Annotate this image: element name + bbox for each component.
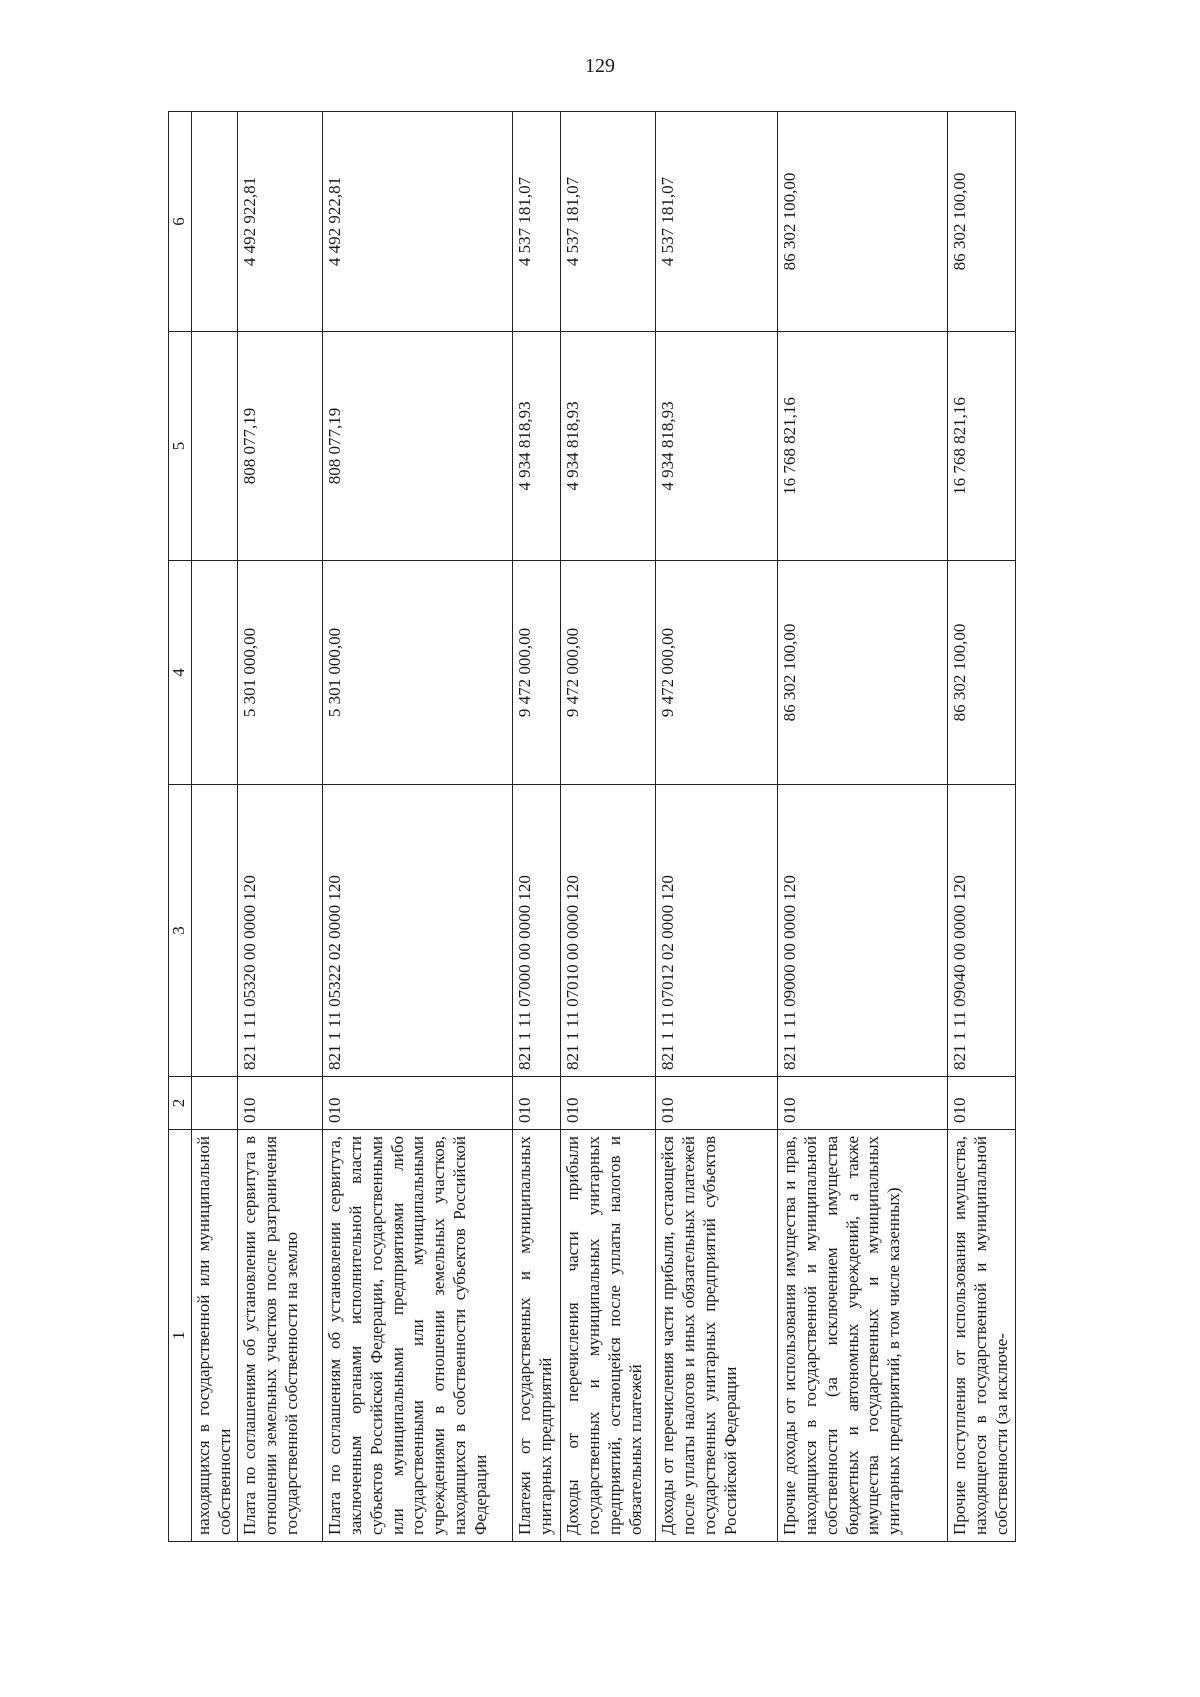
row-plan-value: 86 302 100,00 xyxy=(778,561,948,785)
table-row xyxy=(561,112,656,1542)
row-line-code: 010 xyxy=(513,1077,561,1130)
table-row xyxy=(238,112,323,1542)
row-remainder-value: 4 537 181,07 xyxy=(656,112,778,332)
column-header: 4 xyxy=(169,561,192,785)
row-remainder-value: 86 302 100,00 xyxy=(778,112,948,332)
row-fact-value: 16 768 821,16 xyxy=(778,332,948,561)
row-remainder-value: 4 492 922,81 xyxy=(323,112,513,332)
row-description: находящихся в государственной или муниципальной собственности xyxy=(192,1130,238,1542)
row-description: Прочие поступления от использования имущества, находящегося в государственной и муниципальной собственности (за исключе- xyxy=(948,1130,1016,1542)
row-budget-code: 821 1 11 07000 00 0000 120 xyxy=(513,785,561,1077)
row-fact-value: 4 934 818,93 xyxy=(656,332,778,561)
table-row xyxy=(948,112,1016,1542)
row-description: Доходы от перечисления части прибыли государственных и муниципальных унитарных предприятий, остающейся после уплаты налогов и обязательных платежей xyxy=(561,1130,656,1542)
row-budget-code: 821 1 11 09000 00 0000 120 xyxy=(778,785,948,1077)
row-budget-code: 821 1 11 07010 00 0000 120 xyxy=(561,785,656,1077)
table-row xyxy=(192,112,238,1542)
column-header: 1 xyxy=(169,1130,192,1542)
row-description: Плата по соглашениям об установлении сервитута, заключенным органами исполнительной власти субъектов Российской Федерации, государственными или муниципальными предприятиями либо государственными или муниципальными учреждениями в отношении земельных участков, находящихся в собственности субъектов Российской Федерации xyxy=(323,1130,513,1542)
row-plan-value: 5 301 000,00 xyxy=(323,561,513,785)
row-budget-code: 821 1 11 05322 02 0000 120 xyxy=(323,785,513,1077)
column-header: 3 xyxy=(169,785,192,1077)
row-description: Платежи от государственных и муниципальных унитарных предприятий xyxy=(513,1130,561,1542)
row-line-code xyxy=(192,1077,238,1130)
row-plan-value: 9 472 000,00 xyxy=(656,561,778,785)
row-fact-value xyxy=(192,332,238,561)
row-budget-code: 821 1 11 05320 00 0000 120 xyxy=(238,785,323,1077)
rotated-table-container xyxy=(168,112,1065,1542)
row-line-code: 010 xyxy=(948,1077,1016,1130)
row-remainder-value: 4 537 181,07 xyxy=(513,112,561,332)
row-line-code: 010 xyxy=(323,1077,513,1130)
row-line-code: 010 xyxy=(778,1077,948,1130)
row-budget-code: 821 1 11 09040 00 0000 120 xyxy=(948,785,1016,1077)
row-fact-value: 808 077,19 xyxy=(323,332,513,561)
table-row xyxy=(513,112,561,1542)
table-row xyxy=(778,112,948,1542)
table-frame xyxy=(168,112,1065,1542)
column-header: 5 xyxy=(169,332,192,561)
row-line-code: 010 xyxy=(561,1077,656,1130)
row-plan-value: 5 301 000,00 xyxy=(238,561,323,785)
row-budget-code xyxy=(192,785,238,1077)
row-plan-value: 9 472 000,00 xyxy=(561,561,656,785)
row-fact-value: 4 934 818,93 xyxy=(561,332,656,561)
row-budget-code: 821 1 11 07012 02 0000 120 xyxy=(656,785,778,1077)
row-line-code: 010 xyxy=(656,1077,778,1130)
row-remainder-value: 86 302 100,00 xyxy=(948,112,1016,332)
page-number: 129 xyxy=(585,55,615,77)
row-plan-value: 9 472 000,00 xyxy=(513,561,561,785)
header-row xyxy=(169,112,192,1542)
row-remainder-value: 4 537 181,07 xyxy=(561,112,656,332)
revenue-table xyxy=(168,111,1016,1542)
column-header: 6 xyxy=(169,112,192,332)
row-remainder-value xyxy=(192,112,238,332)
row-line-code: 010 xyxy=(238,1077,323,1130)
row-description: Прочие доходы от использования имущества и прав, находящихся в государственной и муниципальной собственности (за исключением имущества бюджетных и автономных учреждений, а также имущества государственных и муниципальных унитарных предприятий, в том числе казенных) xyxy=(778,1130,948,1542)
row-fact-value: 808 077,19 xyxy=(238,332,323,561)
row-description: Плата по соглашениям об установлении сервитута в отношении земельных участков после разграничения государственной собственности на землю xyxy=(238,1130,323,1542)
row-fact-value: 4 934 818,93 xyxy=(513,332,561,561)
table-row xyxy=(323,112,513,1542)
row-description: Доходы от перечисления части прибыли, остающейся после уплаты налогов и иных обязательных платежей государственных унитарных предприятий субъектов Российской Федерации xyxy=(656,1130,778,1542)
row-fact-value: 16 768 821,16 xyxy=(948,332,1016,561)
table-row xyxy=(656,112,778,1542)
column-header: 2 xyxy=(169,1077,192,1130)
row-plan-value: 86 302 100,00 xyxy=(948,561,1016,785)
row-remainder-value: 4 492 922,81 xyxy=(238,112,323,332)
row-plan-value xyxy=(192,561,238,785)
